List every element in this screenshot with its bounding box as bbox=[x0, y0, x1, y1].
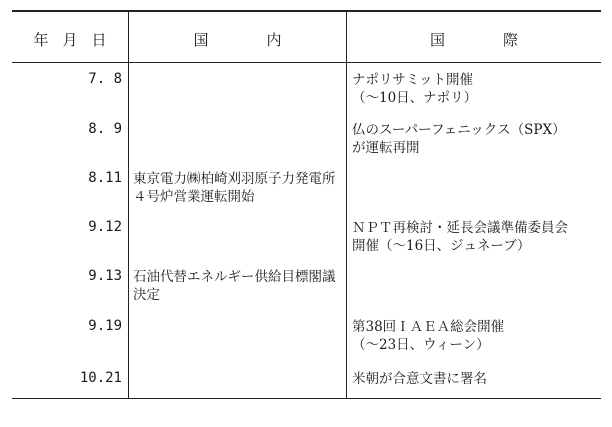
header-date-day: 日 bbox=[91, 31, 107, 49]
top-rule bbox=[12, 10, 601, 12]
row-date: 9.13 bbox=[88, 268, 122, 284]
bottom-rule bbox=[12, 398, 601, 399]
row-date: 9.12 bbox=[88, 219, 122, 235]
header-international-char-2: 際 bbox=[503, 31, 519, 49]
column-divider-date bbox=[128, 11, 129, 399]
row-date: 8. 9 bbox=[88, 121, 122, 137]
header-domestic bbox=[129, 29, 346, 50]
row-date: 8.11 bbox=[88, 170, 122, 186]
header-international bbox=[347, 29, 601, 50]
row-date: 10.21 bbox=[79, 370, 122, 386]
row-international-event: ＮＰＴ再検討・延長会議準備委員会 開催（～16日、ジュネーブ） bbox=[352, 220, 568, 254]
header-date-year: 年 bbox=[33, 31, 49, 49]
column-divider-domestic bbox=[346, 11, 347, 399]
row-date: 7. 8 bbox=[88, 71, 122, 87]
row-international-event: ナポリサミット開催 （～10日、ナポリ） bbox=[352, 72, 478, 106]
header-international-char-1: 国 bbox=[429, 31, 445, 49]
header-domestic-char-2: 内 bbox=[266, 31, 282, 49]
header-date bbox=[12, 29, 128, 50]
header-date-month: 月 bbox=[62, 31, 78, 49]
row-domestic-event: 東京電力㈱柏崎刈羽原子力発電所 ４号炉営業運転開始 bbox=[133, 171, 336, 205]
header-rule bbox=[12, 62, 601, 63]
row-domestic-event: 石油代替エネルギー供給目標閣議 決定 bbox=[133, 269, 336, 303]
row-international-event: 米朝が合意文書に署名 bbox=[352, 371, 487, 387]
row-date: 9.19 bbox=[88, 318, 122, 334]
row-international-event: 第38回ＩＡＥＡ総会開催 （～23日、ウィーン） bbox=[352, 319, 505, 353]
row-international-event: 仏のスーパーフェニックス（SPX） が運転再開 bbox=[352, 122, 566, 156]
header-domestic-char-1: 国 bbox=[193, 31, 209, 49]
